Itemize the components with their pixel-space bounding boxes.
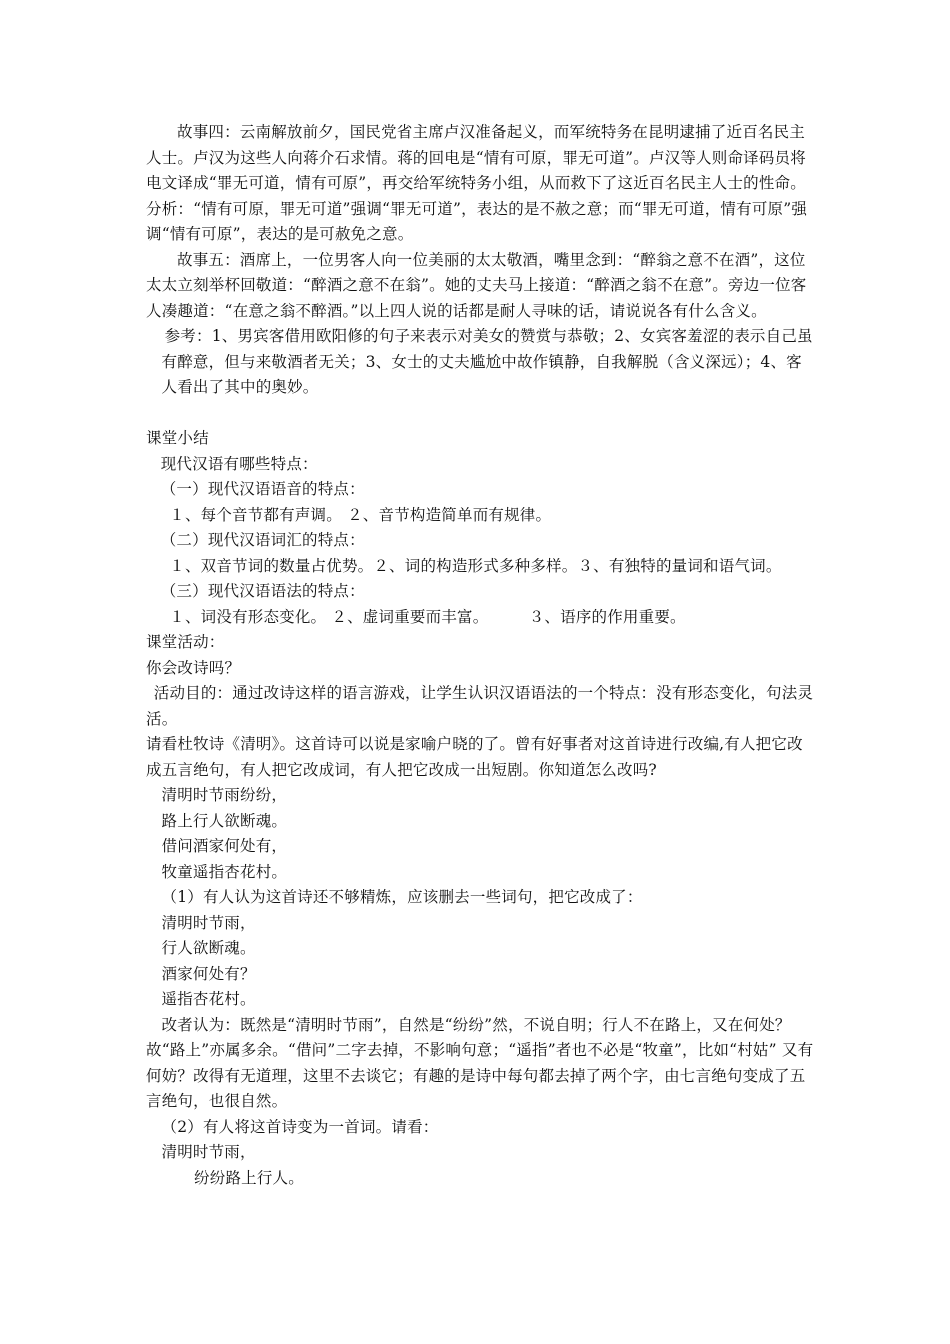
document-page — [146, 120, 814, 1191]
summary-section-3-title: （三）现代汉语语法的特点： — [160, 582, 365, 600]
activity-heading: 课堂活动： — [146, 633, 225, 651]
activity-intro: 请看杜牧诗《清明》。这首诗可以说是家喻户晓的了。曾有好事者对这首诗进行改编,有人把它改成五言绝句，有人把它改成词，有人把它改成一出短剧。你知道怎么改吗? — [146, 735, 803, 779]
revision-1-line: 行人欲断魂。 — [161, 939, 256, 957]
story5-reference: 参考：1、男宾客借用欧阳修的句子来表示对美女的赞赏与恭敬；2、女宾客羞涩的表示自己虽有醉意，但与来敬酒者无关；3、女士的丈夫尴尬中故作镇静，自我解脱（含义深远）；4、客人看出了其中的奥妙。 — [161, 327, 813, 396]
summary-section-3-item-b: ２、虚词重要而丰富。 — [331, 607, 489, 626]
summary-section-1-item-b: ２、音节构造简单而有规律。 — [347, 505, 552, 524]
activity-purpose: 活动目的：通过改诗这样的语言游戏，让学生认识汉语语法的一个特点：没有形态变化，句法灵活。 — [146, 684, 814, 728]
summary-section-3-item-c: ３、语序的作用重要。 — [528, 607, 686, 626]
summary-section-1-items — [146, 503, 814, 529]
summary-question: 现代汉语有哪些特点： — [160, 454, 318, 473]
revision-1-comment: 改者认为：既然是“清明时节雨”，自然是“纷纷”然，不说自明；行人不在路上，又在何处？故“路上”亦属多余。“借问”二字去掉，不影响句意；“遥指”者也不必是“牧童”，比如“村姑” 又有何妨？改得有无道理，这里不去谈它；有趣的是诗中每句都去掉了两个字，由七言绝句变成了五言绝句，也很自然。 — [146, 1015, 814, 1110]
spacer — [146, 401, 814, 427]
poem-line: 借问酒家何处有， — [161, 837, 288, 855]
summary-section-3-items — [146, 605, 814, 631]
revision-1-line: 酒家何处有？ — [161, 964, 256, 983]
revision-1-line: 清明时节雨， — [161, 913, 256, 932]
summary-heading: 课堂小结 — [146, 429, 209, 447]
summary-section-1-title: （一）现代汉语语音的特点： — [160, 480, 365, 498]
revision-2-line-1: 清明时节雨， — [161, 1143, 256, 1161]
revision-1-line: 遥指杏花村。 — [161, 990, 256, 1008]
revision-1-intro: （1）有人认为这首诗还不够精炼，应该删去一些词句，把它改成了： — [161, 888, 643, 906]
summary-section-2-title: （二）现代汉语词汇的特点： — [160, 531, 365, 549]
poem-line: 牧童遥指杏花村。 — [161, 862, 288, 881]
summary-section-2-items: １、双音节词的数量占优势。２、词的构造形式多种多样。３、有独特的量词和语气词。 — [169, 556, 782, 575]
summary-section-1-item-a: １、每个音节都有声调。 — [169, 505, 342, 524]
poem-line: 路上行人欲断魂。 — [161, 811, 288, 830]
story4-analysis: 分析：“情有可原，罪无可道”强调“罪无可道”，表达的是不赦之意；而“罪无可道，情有可原”强调“情有可原”，表达的是可赦免之意。 — [146, 199, 808, 243]
story5-paragraph: 故事五：酒席上，一位男客人向一位美丽的太太敬酒，嘴里念到：“醉翁之意不在酒”，这位太太立刻举杯回敬道：“醉酒之意不在翁”。她的丈夫马上接道：“醉酒之翁不在意”。旁边一位客人凑趣道：“在意之翁不醉酒。”以上四人说的话都是耐人寻味的话，请说说各有什么含义。 — [146, 250, 807, 320]
revision-2-line-2: 纷纷路上行人。 — [194, 1168, 304, 1187]
summary-section-3-item-a: １、词没有形态变化。 — [169, 607, 327, 626]
story4-paragraph: 故事四：云南解放前夕，国民党省主席卢汉准备起义，而军统特务在昆明逮捕了近百名民主人士。卢汉为这些人向蒋介石求情。蒋的回电是“情有可原，罪无可道”。卢汉等人则命译码员将电文译成“罪无可道，情有可原”，再交给军统特务小组，从而救下了这近百名民主人士的性命。 — [146, 123, 806, 192]
revision-2-intro: （2）有人将这首诗变为一首词。请看： — [161, 1117, 439, 1136]
poem-line: 清明时节雨纷纷， — [161, 786, 288, 804]
activity-question: 你会改诗吗？ — [146, 658, 241, 677]
